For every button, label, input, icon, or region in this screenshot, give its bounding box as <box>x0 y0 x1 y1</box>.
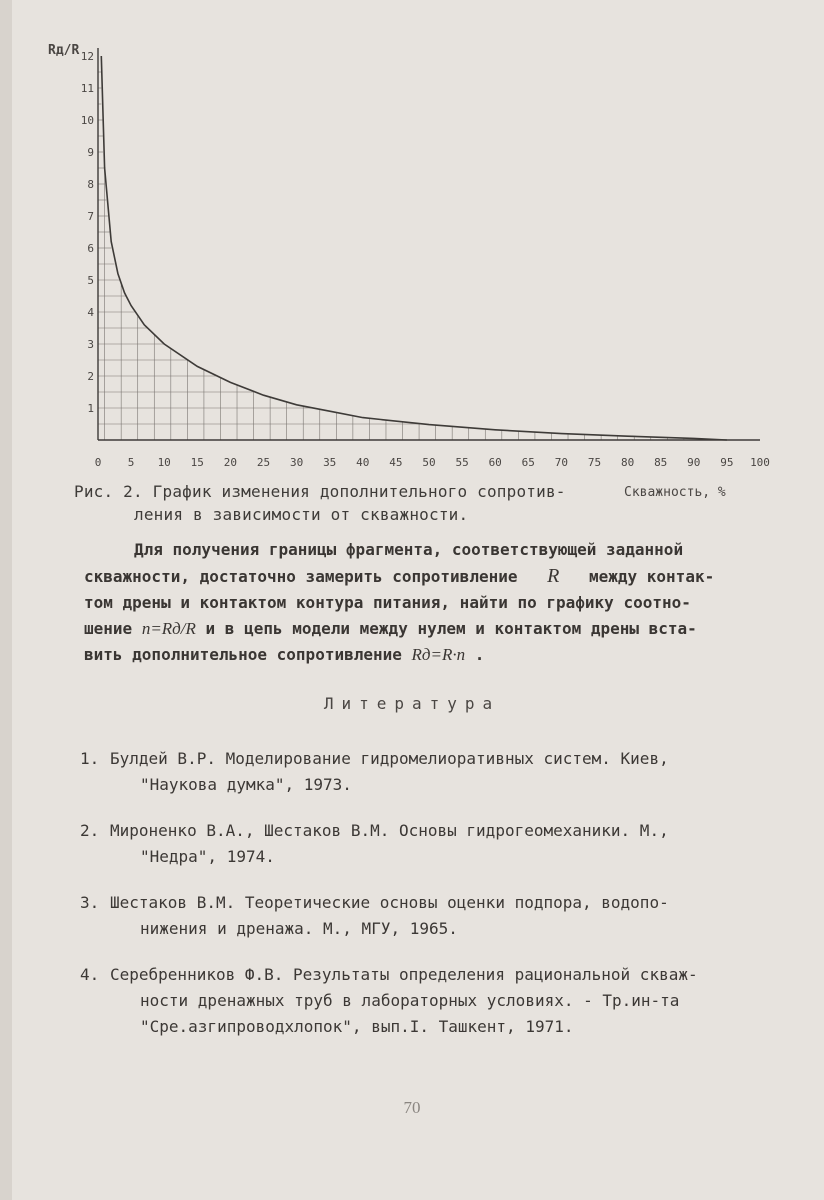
references-heading: Литература <box>323 694 501 713</box>
x-tick-label: 80 <box>620 456 635 469</box>
para-line-3: том дрены и контактом контура питания, найти по графику соотно- <box>84 593 691 612</box>
x-tick-label: 40 <box>356 456 370 469</box>
formula-rd: Rд=R·n <box>411 645 466 664</box>
tick-labels <box>81 50 770 469</box>
y-tick-label: 8 <box>87 178 94 191</box>
x-tick-label: 85 <box>654 456 668 469</box>
y-tick-label: 6 <box>87 242 94 255</box>
x-tick-label: 70 <box>554 456 569 469</box>
x-axis-label: Скважность, % <box>624 485 726 500</box>
axes <box>98 48 760 440</box>
para-line-2: скважности, достаточно замерить сопротивление R между контак- <box>84 565 715 587</box>
y-tick-label: 2 <box>87 370 94 383</box>
body-paragraph <box>84 537 784 668</box>
x-tick-label: 65 <box>521 456 535 469</box>
x-tick-label: 55 <box>455 456 469 469</box>
y-tick-label: 5 <box>87 274 94 287</box>
symbol-r: R <box>547 565 560 587</box>
para-line-4: шение n=Rд/R и в цепь модели между нулем и контактом дрены вста- <box>84 619 697 638</box>
x-tick-label: 95 <box>720 456 734 469</box>
formula-n: n=Rд/R <box>141 619 196 638</box>
x-tick-label: 35 <box>323 456 337 469</box>
x-tick-label: 20 <box>223 456 238 469</box>
page-edge <box>0 0 12 1200</box>
x-tick-label: 90 <box>687 456 701 469</box>
x-tick-label: 30 <box>289 456 304 469</box>
page-number: 70 <box>403 1098 421 1117</box>
y-tick-label: 3 <box>87 338 94 351</box>
y-tick-label: 12 <box>80 50 94 63</box>
x-tick-label: 100 <box>750 456 770 469</box>
para-line-1: Для получения границы фрагмента, соответствующей заданной <box>134 540 684 559</box>
x-tick-label: 0 <box>94 456 102 469</box>
y-tick-label: 7 <box>87 210 94 223</box>
y-tick-label: 11 <box>80 82 94 95</box>
figure-caption <box>74 480 634 526</box>
x-tick-label: 60 <box>488 456 502 469</box>
x-tick-label: 50 <box>422 456 436 469</box>
y-tick-label: 9 <box>87 146 94 159</box>
x-tick-label: 45 <box>389 456 403 469</box>
reference-item: 2. Мироненко В.А., Шестаков В.М. Основы гидрогеомеханики. М., "Недра", 1974. <box>80 821 669 866</box>
reference-item: 3. Шестаков В.М. Теоретические основы оценки подпора, водопо- нижения и дренажа. М., МГУ, 1965. <box>80 893 669 938</box>
y-tick-label: 4 <box>87 306 94 319</box>
x-tick-label: 75 <box>587 456 602 469</box>
x-tick-label: 25 <box>256 456 271 469</box>
caption-line-1: Рис. 2. График изменения дополнительного сопротив- <box>74 482 566 501</box>
references-list <box>80 746 780 1040</box>
reference-item: 4. Серебренников Ф.В. Результаты определения рациональной скваж- ности дренажных труб в лабораторных условиях. - Тр.ин-та "Сре.азгипроводхлопок", вып.I. Ташкент, 1971. <box>80 965 698 1036</box>
x-tick-label: 5 <box>127 456 135 469</box>
para-line-5: вить дополнительное сопротивление Rд=R·n . <box>84 645 485 664</box>
y-tick-label: 1 <box>87 402 94 415</box>
resistance-curve <box>101 56 727 440</box>
y-axis-label: Rд/R <box>48 43 80 58</box>
caption-line-2: ления в зависимости от скважности. <box>134 505 469 524</box>
reference-item: 1. Булдей В.Р. Моделирование гидромелиоративных систем. Киев, "Наукова думка", 1973. <box>80 749 669 794</box>
y-tick-label: 10 <box>80 114 94 127</box>
hatch-grid <box>98 72 717 440</box>
x-tick-label: 15 <box>190 456 204 469</box>
x-tick-label: 10 <box>157 456 171 469</box>
